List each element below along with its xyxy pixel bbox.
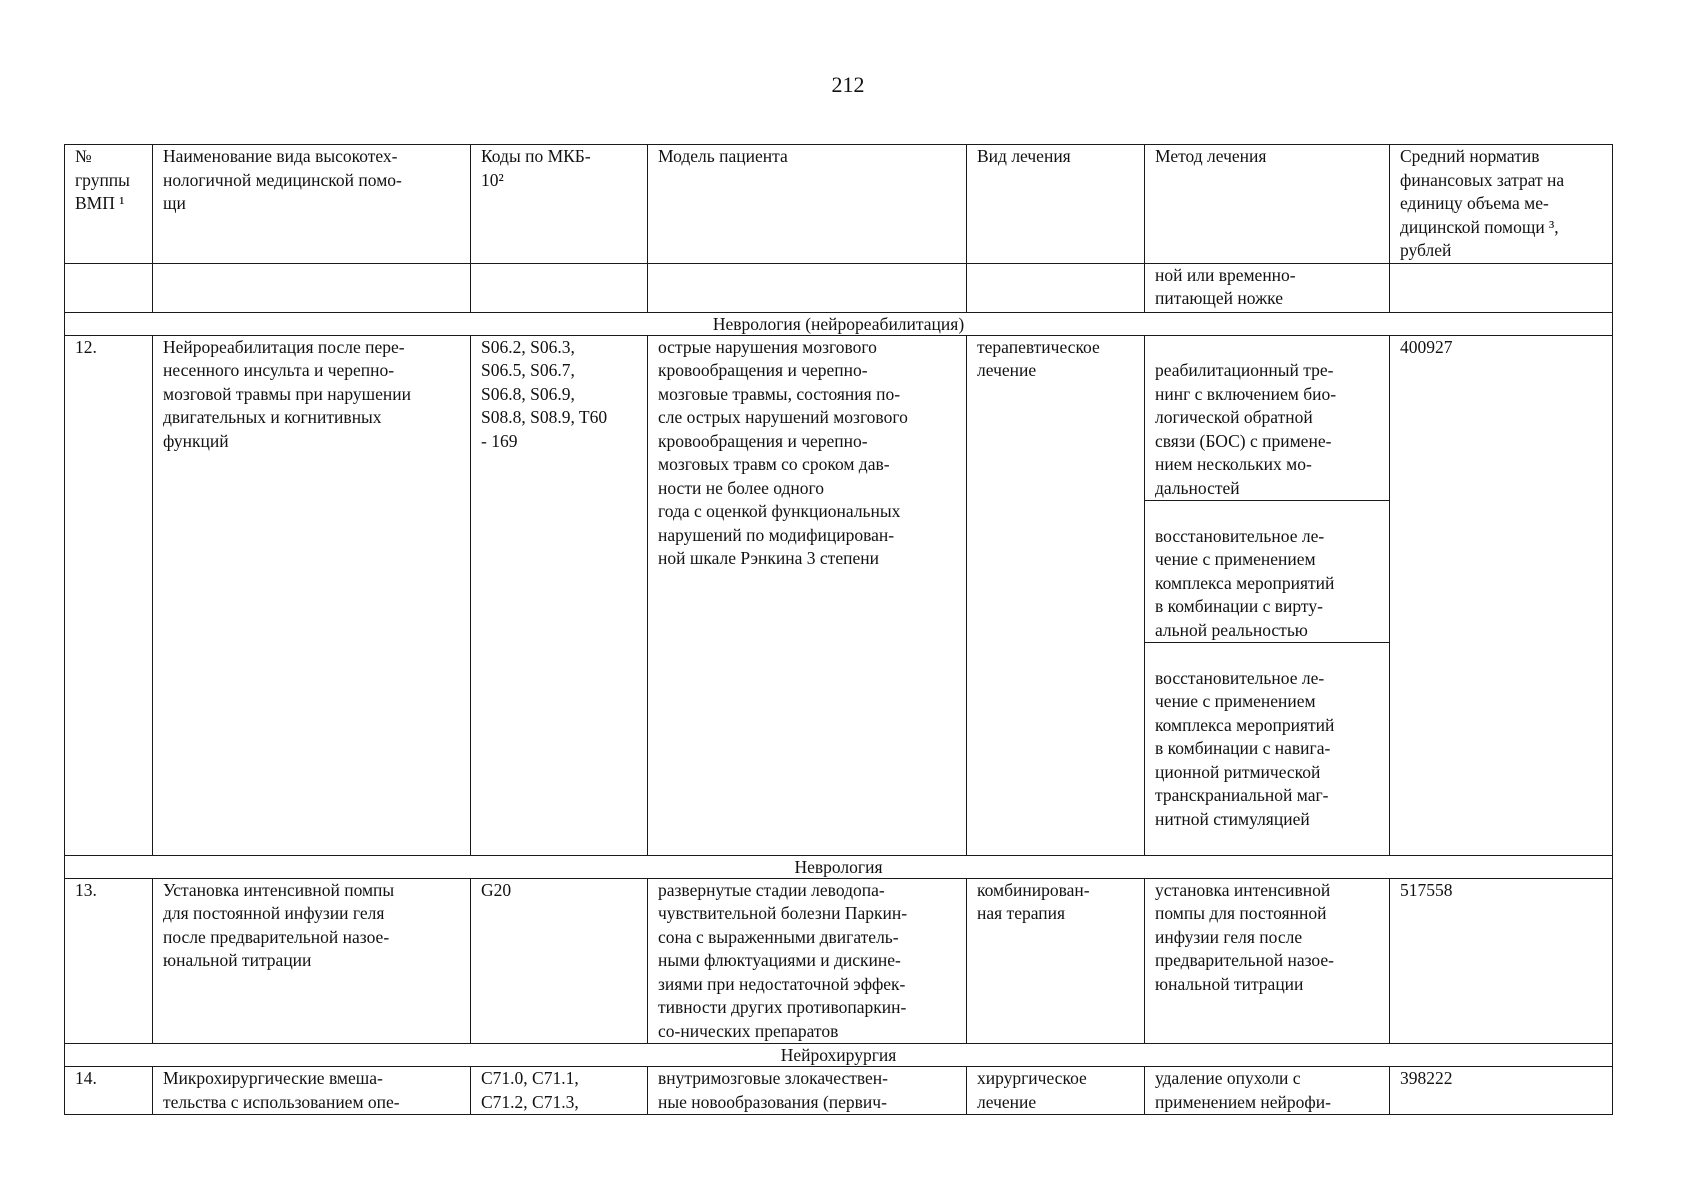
icd-codes: C71.0, C71.1, C71.2, C71.3, <box>471 1067 648 1115</box>
group-number: 13. <box>65 878 153 1044</box>
treatment-method: установка интенсивной помпы для постоянной инфузии геля после предварительной назое- юнальной титрации <box>1145 878 1390 1044</box>
group-number: 12. <box>65 335 153 855</box>
treatment-type: хирургическое лечение <box>967 1067 1145 1115</box>
header-cost-norm: Средний норматив финансовых затрат на единицу объема ме- дицинской помощи ³, рублей <box>1390 145 1613 264</box>
section-header-row <box>65 1044 1613 1067</box>
treatment-type: комбинирован- ная терапия <box>967 878 1145 1044</box>
section-header-row <box>65 312 1613 335</box>
table-row-12 <box>65 335 1613 855</box>
treatment-method-item: восстановительное ле- чение с применением комплекса мероприятий в комбинации с вирту- альной реальностью <box>1145 525 1389 644</box>
continuation-row <box>65 263 1613 312</box>
cost-norm: 517558 <box>1390 878 1613 1044</box>
continuation-empty-cell <box>648 263 967 312</box>
cost-norm: 398222 <box>1390 1067 1613 1115</box>
icd-codes: G20 <box>471 878 648 1044</box>
table-row-14 <box>65 1067 1613 1115</box>
section-title: Нейрохирургия <box>65 1044 1613 1067</box>
care-type-name: Установка интенсивной помпы для постоянной инфузии геля после предварительной назое- юнальной титрации <box>153 878 471 1044</box>
continuation-empty-cell <box>153 263 471 312</box>
treatment-method-item: восстановительное ле- чение с применением комплекса мероприятий в комбинации с навига- ционной ритмической транскраниальной маг- нитной стимуляцией <box>1155 667 1335 829</box>
icd-codes: S06.2, S06.3, S06.5, S06.7, S06.8, S06.9, S08.8, S08.9, T60 - 169 <box>471 335 648 855</box>
section-header-row <box>65 855 1613 878</box>
treatment-method-item: реабилитационный тре- нинг с включением био- логической обратной связи (БОС) с примене- нием нескольких мо- дальностей <box>1145 359 1389 501</box>
section-title: Неврология (нейрореабилитация) <box>65 312 1613 335</box>
group-number: 14. <box>65 1067 153 1115</box>
page-number: 212 <box>831 72 865 97</box>
care-type-name: Нейрореабилитация после пере- несенного инсульта и черепно- мозговой травмы при нарушении двигательных и когнитивных функций <box>153 335 471 855</box>
table-row-13 <box>65 878 1613 1044</box>
care-type-name: Микрохирургические вмеша- тельства с использованием опе- <box>153 1067 471 1115</box>
patient-model: внутримозговые злокачествен- ные новообразования (первич- <box>648 1067 967 1115</box>
continuation-empty-cell <box>967 263 1145 312</box>
treatment-method: удаление опухоли с применением нейрофи- <box>1145 1067 1390 1115</box>
header-icd-codes: Коды по МКБ- 10² <box>471 145 648 264</box>
header-row <box>65 145 1613 264</box>
continuation-empty-cell <box>1390 263 1613 312</box>
header-care-type: Наименование вида высокотех- нологичной медицинской помо- щи <box>153 145 471 264</box>
header-treatment-type: Вид лечения <box>967 145 1145 264</box>
patient-model: развернутые стадии леводопа- чувствительной болезни Паркин- сона с выраженными двигатель- ными флюктуациями и дискине- зиями при недостаточной эффек- тивности других противопаркин- со-нических препаратов <box>648 878 967 1044</box>
treatment-methods <box>1145 335 1390 855</box>
header-treatment-method: Метод лечения <box>1145 145 1390 264</box>
header-group-number: № группы ВМП ¹ <box>65 145 153 264</box>
header-patient-model: Модель пациента <box>648 145 967 264</box>
continuation-method: ной или временно- питающей ножке <box>1145 263 1390 312</box>
vmp-table <box>64 144 1613 1115</box>
cost-norm: 400927 <box>1390 335 1613 855</box>
continuation-empty-cell <box>471 263 648 312</box>
section-title: Неврология <box>65 855 1613 878</box>
patient-model: острые нарушения мозгового кровообращения и черепно- мозговые травмы, состояния по- сле острых нарушений мозгового кровообращения и черепно- мозговых травм со сроком дав- ности не более одного года с оценкой функциональных нарушений по модифицирован- ной шкале Рэнкина 3 степени <box>648 335 967 855</box>
continuation-empty-cell <box>65 263 153 312</box>
treatment-type: терапевтическое лечение <box>967 335 1145 855</box>
